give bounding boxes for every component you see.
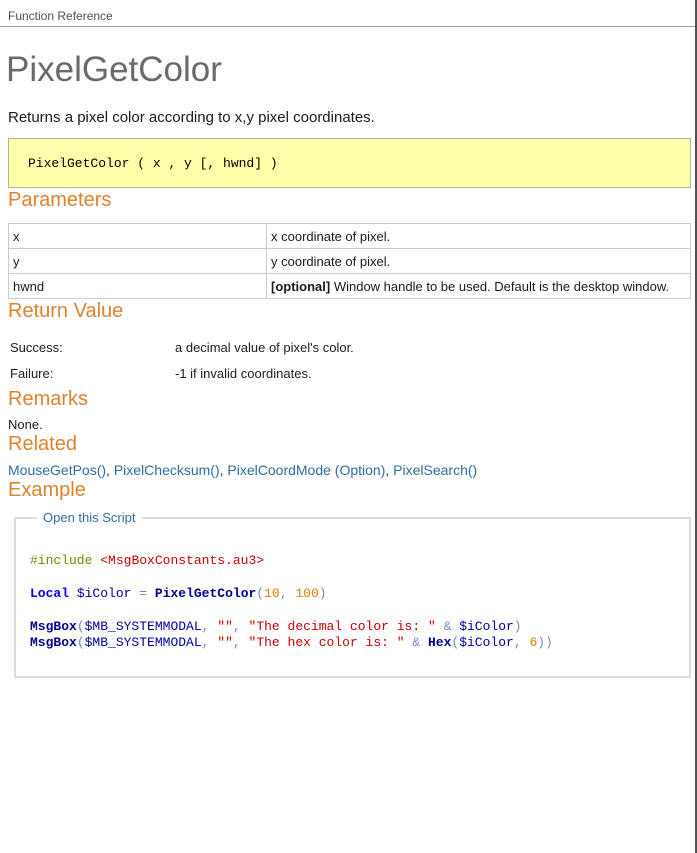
parameters-table: [8, 223, 691, 299]
param-desc-text: y coordinate of pixel.: [271, 254, 391, 269]
function-signature: PixelGetColor ( x , y [, hwnd] ): [28, 156, 278, 171]
header-divider: [0, 26, 697, 27]
param-desc: [267, 224, 691, 249]
parameters-heading: Parameters: [8, 189, 112, 211]
table-row: [9, 274, 691, 299]
code-line: MsgBox($MB_SYSTEMMODAL, "", "The hex color is: " & Hex($iColor, 6)): [30, 635, 553, 651]
code-line: #include <MsgBoxConstants.au3>: [30, 553, 265, 569]
param-desc: [267, 249, 691, 274]
link-separator: ,: [219, 462, 228, 478]
param-desc: [267, 274, 691, 299]
code-line: MsgBox($MB_SYSTEMMODAL, "", "The decimal color is: " & $iColor): [30, 619, 522, 635]
code-line: Local $iColor = PixelGetColor(10, 100): [30, 586, 327, 602]
related-link-pixelchecksum[interactable]: PixelChecksum(): [113, 462, 220, 478]
return-value-row: [8, 361, 691, 387]
return-value-heading: Return Value: [8, 300, 124, 322]
related-links: [8, 462, 691, 478]
param-desc-text: Window handle to be used. Default is the desktop window.: [330, 279, 670, 294]
table-row: [9, 224, 691, 249]
param-desc-text: x coordinate of pixel.: [271, 229, 391, 244]
param-name: hwnd: [9, 274, 267, 299]
example-legend: [37, 510, 142, 525]
function-description: Returns a pixel color according to x,y pixel coordinates.: [8, 109, 375, 126]
param-name: y: [9, 249, 267, 274]
example-heading: Example: [8, 479, 86, 501]
return-status-value: a decimal value of pixel's color.: [175, 340, 354, 355]
remarks-text: None.: [8, 417, 43, 432]
return-status-label: Success:: [10, 340, 63, 355]
example-script-box: [14, 510, 691, 678]
related-link-pixelsearch[interactable]: PixelSearch(): [393, 462, 478, 478]
link-separator: ,: [385, 462, 394, 478]
link-separator: ,: [106, 462, 114, 478]
param-name: x: [9, 224, 267, 249]
related-link-pixelcoordmode[interactable]: PixelCoordMode (Option): [227, 462, 386, 478]
code-line: [30, 537, 677, 553]
param-optional-flag: [optional]: [271, 279, 331, 294]
return-value-block: [8, 335, 691, 387]
return-status-label: Failure:: [10, 366, 54, 381]
return-value-row: [8, 335, 691, 361]
breadcrumb: Function Reference: [8, 9, 113, 23]
related-link-mousegetpos[interactable]: MouseGetPos(): [8, 462, 107, 478]
code-line: [30, 570, 677, 586]
table-row: [9, 249, 691, 274]
code-line: [30, 603, 677, 619]
remarks-heading: Remarks: [8, 388, 89, 410]
return-status-value: -1 if invalid coordinates.: [175, 366, 312, 381]
code-line: [30, 652, 677, 668]
page-title: PixelGetColor: [6, 50, 222, 89]
open-script-link[interactable]: Open this Script: [43, 510, 136, 525]
related-heading: Related: [8, 433, 77, 455]
example-code: [30, 537, 677, 668]
function-signature-box: [8, 138, 691, 188]
